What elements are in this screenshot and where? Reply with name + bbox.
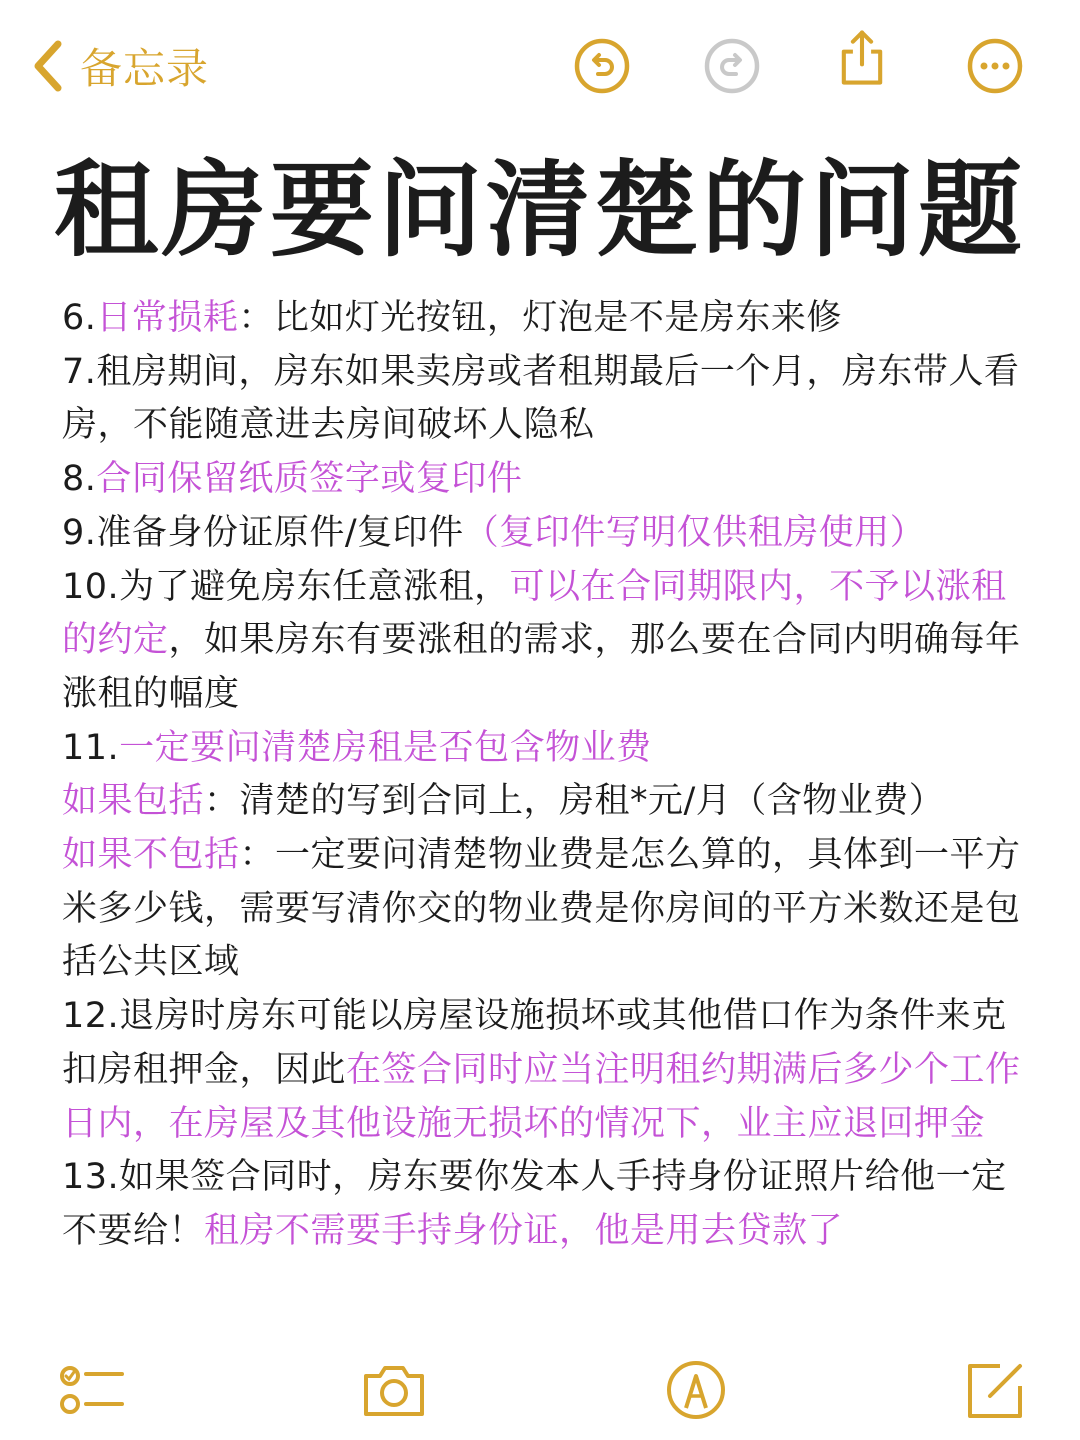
markup-button[interactable] bbox=[662, 1356, 730, 1424]
note-body[interactable] bbox=[62, 292, 1032, 1259]
note-paragraph bbox=[62, 990, 1032, 1151]
highlighted-text: 如果不包括 bbox=[62, 835, 240, 876]
share-icon bbox=[832, 28, 892, 88]
chevron-left-icon bbox=[28, 38, 68, 94]
note-paragraph bbox=[62, 507, 1032, 561]
note-text: 11. bbox=[62, 727, 120, 768]
note-text: 6. bbox=[62, 298, 97, 338]
note-text: 9.准备身份证原件/复印件 bbox=[62, 512, 464, 553]
highlighted-text: 如果包括 bbox=[62, 781, 205, 822]
highlighted-text: 一定要问清楚房租是否包含物业费 bbox=[119, 727, 652, 768]
note-paragraph bbox=[62, 775, 1032, 829]
checklist-icon bbox=[58, 1356, 126, 1424]
more-icon bbox=[965, 36, 1025, 96]
redo-icon bbox=[702, 36, 762, 96]
markup-icon bbox=[662, 1356, 730, 1424]
note-paragraph bbox=[62, 829, 1032, 990]
highlighted-text: 在签合同时应当注明租约期满后多少个工作日内，在房屋及其他设施无损坏的情况下，业主应退回押金 bbox=[62, 1049, 1021, 1144]
note-title[interactable]: 租房要问清楚的问题 bbox=[53, 149, 1026, 271]
note-text: 12.退房时房东可能以房屋设施损坏或其他借口作为条件来克扣房租押金，因此 bbox=[62, 996, 1007, 1090]
back-label: 备忘录 bbox=[80, 44, 210, 93]
highlighted-text: 租房不需要手持身份证，他是用去贷款了 bbox=[204, 1210, 844, 1251]
checklist-button[interactable] bbox=[58, 1356, 126, 1424]
note-text: ：清楚的写到合同上，房租*元/月（含物业费） bbox=[204, 781, 945, 822]
highlighted-text: （复印件写明仅供租房使用） bbox=[463, 512, 926, 553]
note-text: 13.如果签合同时，房东要你发本人手持身份证照片给他一定不要给！ bbox=[62, 1157, 1007, 1251]
back-button[interactable] bbox=[28, 36, 209, 96]
compose-button[interactable] bbox=[962, 1356, 1030, 1424]
note-paragraph bbox=[62, 292, 1032, 346]
note-paragraph bbox=[62, 722, 1032, 776]
bottom-toolbar bbox=[0, 1350, 1080, 1430]
note-text: ：比如灯光按钮，灯泡是不是房东来修 bbox=[238, 298, 842, 338]
share-button[interactable] bbox=[832, 28, 892, 88]
note-text: ，如果房东有要涨租的需求，那么要在合同内明确每年涨租的幅度 bbox=[62, 620, 1021, 714]
note-paragraph bbox=[62, 1151, 1032, 1258]
redo-button[interactable] bbox=[702, 36, 762, 96]
note-text: ：一定要问清楚物业费是怎么算的，具体到一平方米多少钱，需要写清你交的物业费是你房间的平方米数还是包括公共区域 bbox=[62, 835, 1021, 983]
highlighted-text: 合同保留纸质签字或复印件 bbox=[96, 459, 523, 500]
undo-icon bbox=[572, 36, 632, 96]
camera-button[interactable] bbox=[360, 1356, 428, 1424]
highlighted-text: 日常损耗 bbox=[96, 298, 239, 338]
compose-icon bbox=[962, 1356, 1030, 1424]
more-button[interactable] bbox=[965, 36, 1025, 96]
note-paragraph bbox=[62, 453, 1032, 507]
note-text: 8. bbox=[62, 459, 97, 500]
note-paragraph bbox=[62, 561, 1032, 722]
note-paragraph bbox=[62, 346, 1032, 453]
note-text: 10.为了避免房东任意涨租， bbox=[62, 566, 510, 607]
undo-button[interactable] bbox=[572, 36, 632, 96]
navigation-bar bbox=[0, 0, 1080, 130]
camera-icon bbox=[360, 1356, 428, 1424]
note-text: 7.租房期间，房东如果卖房或者租期最后一个月，房东带人看房，不能随意进去房间破坏人隐私 bbox=[62, 351, 1020, 446]
highlighted-text: 可以在合同期限内，不予以涨租的约定 bbox=[62, 566, 1007, 661]
